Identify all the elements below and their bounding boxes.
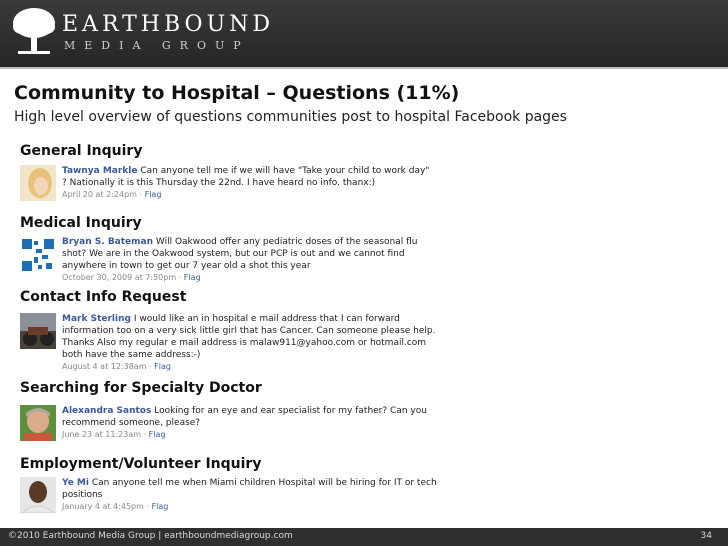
category-heading: Medical Inquiry: [20, 215, 142, 231]
brand-name: EARTHBOUND: [62, 12, 275, 37]
page-number: 34: [700, 531, 712, 541]
facebook-post: Ye Mi Can anyone tell me when Miami children Hospital will be hiring for IT or tech positions January 4 at 4:45pm · Flag: [62, 478, 437, 511]
post-text: Can anyone tell me when Miami children Hospital will be hiring for IT or tech: [91, 478, 437, 488]
tree-logo-icon: [10, 5, 58, 57]
post-text: Will Oakwood offer any pediatric doses of the seasonal flu: [155, 237, 418, 247]
facebook-post: Tawnya Markle Can anyone tell me if we will have "Take your child to work day" ? Nationally it is this Thursday the 22nd. I have heard no info. thanx:) April 20 at 2:24pm · Flag: [62, 166, 430, 199]
facebook-post: Alexandra Santos Looking for an eye and ear specialist for my father? Can you recommend someone, please? June 23 at 11:23am · Flag: [62, 406, 427, 439]
post-author-link[interactable]: Alexandra Santos: [62, 406, 152, 416]
post-author-link[interactable]: Mark Sterling: [62, 314, 131, 324]
flag-link[interactable]: Flag: [154, 362, 171, 371]
post-author-link[interactable]: Tawnya Markle: [62, 166, 138, 176]
avatar-photo: [20, 405, 56, 441]
flag-link[interactable]: Flag: [183, 273, 201, 282]
post-text: anywhere in town to get our 7 year old a shot this year: [62, 261, 311, 271]
footer-copyright: ©2010 Earthbound Media Group | earthboundmediagroup.com: [8, 531, 293, 541]
post-timestamp: January 4 at 4:45pm: [62, 502, 144, 511]
post-timestamp: October 30, 2009 at 7:50pm: [62, 273, 177, 282]
category-heading: Employment/Volunteer Inquiry: [20, 456, 262, 472]
category-heading: Searching for Specialty Doctor: [20, 380, 262, 396]
post-timestamp: June 23 at 11:23am: [62, 430, 142, 439]
slide-subtitle: High level overview of questions communities post to hospital Facebook pages: [14, 109, 567, 125]
post-text: information too on a very sick little girl that has Cancer. Can someone please help.: [62, 326, 436, 336]
post-text: Thanks Also my regular e mail address is malaw911@yahoo.com or hotmail.com: [62, 338, 427, 348]
footer-bar: [0, 528, 728, 546]
flag-link[interactable]: Flag: [151, 502, 169, 511]
flag-link[interactable]: Flag: [148, 430, 166, 439]
post-author-link[interactable]: Bryan S. Bateman: [62, 237, 154, 247]
post-text: ? Nationally it is this Thursday the 22nd. I have heard no info. thanx:): [62, 178, 376, 188]
post-author-link[interactable]: Ye Mi: [62, 478, 89, 488]
header-divider: [0, 67, 728, 69]
post-text: recommend someone, please?: [62, 418, 201, 428]
avatar-photo: [20, 313, 56, 349]
post-text: Can anyone tell me if we will have "Take your child to work day": [140, 166, 430, 176]
slide-title: Community to Hospital – Questions (11%): [14, 82, 460, 104]
qr-code-icon: [20, 237, 56, 273]
category-heading: General Inquiry: [20, 143, 143, 159]
post-timestamp: August 4 at 12:38am: [62, 362, 147, 371]
header-bar: [0, 0, 728, 67]
post-text: Looking for an eye and ear specialist for my father? Can you: [154, 406, 427, 416]
post-text: both have the same address:-): [62, 350, 201, 360]
flag-link[interactable]: Flag: [144, 190, 162, 199]
post-text: shot? We are in the Oakwood system, but our PCP is out and we cannot find: [62, 249, 405, 259]
post-text: positions: [62, 490, 103, 500]
category-heading: Contact Info Request: [20, 289, 187, 305]
brand-tagline: MEDIA GROUP: [64, 39, 250, 52]
post-text: I would like an in hospital e mail address that I can forward: [133, 314, 400, 324]
facebook-post: Mark Sterling I would like an in hospital e mail address that I can forward information too on a very sick little girl that has Cancer. Can someone please help. Thanks Also my regular e mail address is malaw911@yahoo.com or hotmail.com both have the same address:-) August 4 at 12:38am · Flag: [62, 314, 436, 371]
facebook-post: Bryan S. Bateman Will Oakwood offer any pediatric doses of the seasonal flu shot? We are in the Oakwood system, but our PCP is out and we cannot find anywhere in town to get our 7 year old a shot this year October 30, 2009 at 7:50pm · Flag: [62, 237, 418, 282]
post-timestamp: April 20 at 2:24pm: [62, 190, 137, 199]
avatar-photo: [20, 165, 56, 201]
avatar-photo: [20, 477, 56, 513]
